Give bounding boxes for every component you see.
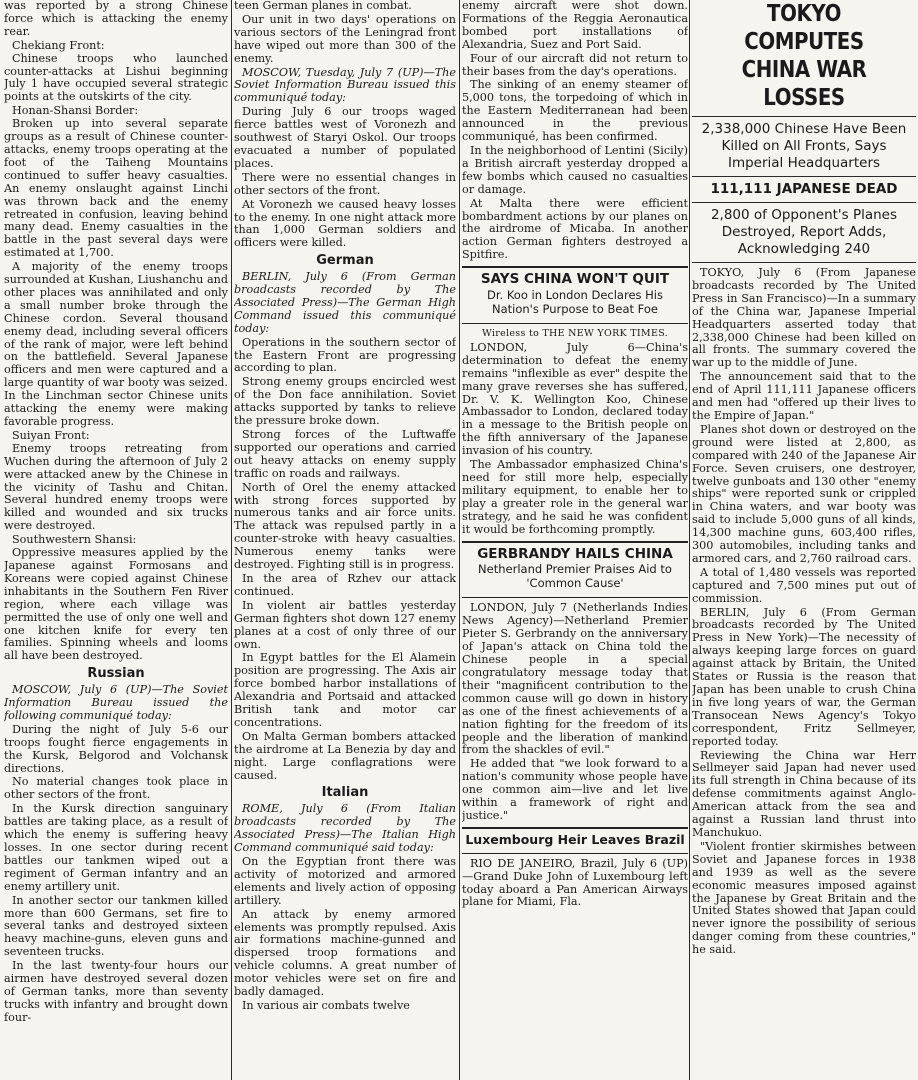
paragraph: was reported by a strong Chinese force which is attacking the enemy rear.: [4, 0, 228, 38]
story-box: [462, 266, 688, 324]
paragraph: In various air combats twelve: [242, 998, 410, 1012]
story-headline: GERBRANDY HAILS CHINA: [477, 545, 673, 562]
story-box: [462, 827, 688, 854]
paragraph: In violent air battles yesterday German fighters shot down 127 enemy planes at a cost of only three of our own.: [234, 598, 456, 651]
dateline: ROME, July 6 (From Italian broadcasts recorded by The Associated Press)—The Italian High Command communiqué said today:: [234, 802, 456, 855]
section-head-german: German: [316, 253, 374, 269]
paragraph: "Violent frontier skirmishes between Soviet and Japanese forces in 1938 and 1939 as well as the severe economic measures imposed against the Japanese by Great Britain and the United States showed that Japan could never ignore the possibility of serious danger coming from these countries," he said.: [692, 839, 916, 957]
paragraph: LONDON, July 6—China's determination to defeat the enemy remains "inflexible as ever" despite the many grave reverses she has suffered, Dr. V. K. Wellington Koo, Chinese Ambassador to London, declared today in a message to the British people on the fifth anniversary of the Japanese invasion of his country.: [462, 340, 688, 458]
paragraph: In the neighborhood of Lentini (Sicily) a British aircraft yesterday dropped a few bombs which caused no casualties or damage.: [462, 143, 688, 196]
paragraph: During July 6 our troops waged fierce battles west of Voronezh and southwest of Staryi Oskol. Our troops evacuated a number of populated places.: [234, 105, 456, 170]
story-box: [462, 541, 688, 599]
paragraph: In the last twenty-four hours our airmen have destroyed several dozen of German tanks, more than seventy trucks with infantry and brought down four-: [4, 959, 228, 1024]
column-4: [692, 0, 916, 1080]
paragraph: BERLIN, July 6 (From German broadcasts recorded by The United Press in New York)—The necessity of always keeping large forces on guard against attack by Britain, the United States or Russia is the reason that Japan has been unable to crush China in five long years of war, the German Transocean News Agency's Tokyo correspondent, Fritz Sellmeyer, reported today.: [692, 605, 916, 748]
paragraph: Enemy troops retreating from Wuchen during the afternoon of July 2 were attacked anew by the Chinese in the vicinity of Tashu and Chitan. Several hundred enemy troops were killed and wounded and six trucks were destroyed.: [4, 441, 228, 533]
paragraph: On Malta German bombers attacked the airdrome at La Benezia by day and night. Large conflagrations were caused.: [234, 729, 456, 782]
paragraph: Operations in the southern sector of the Eastern Front are progressing according to plan.: [234, 335, 456, 375]
paragraph: An attack by enemy armored elements was promptly repulsed. Axis air formations machine-gunned and dispersed troop formations and vehicle columns. A great number of motor vehicles were set on fire and badly damaged.: [234, 907, 456, 999]
dateline: BERLIN, July 6 (From German broadcasts recorded by The Associated Press)—The German High Command issued this communiqué today:: [234, 270, 456, 335]
column-2: [234, 0, 456, 1080]
paragraph: Our unit in two days' operations on various sectors of the Leningrad front have wiped out more than 300 of the enemy.: [234, 12, 456, 65]
paragraph: Strong forces of the Luftwaffe supported our operations and carried out heavy attacks on enemy supply traffic on roads and railways.: [234, 428, 456, 480]
paragraph: In the area of Rzhev our attack continued.: [234, 571, 456, 598]
paragraph: teen German planes in combat.: [234, 0, 412, 12]
column-rule: [231, 0, 232, 1080]
paragraph: Chinese troops who launched counter-attacks at Lishui beginning July 1 have occupied several strategic points at the outskirts of the city.: [4, 51, 228, 104]
paragraph: Four of our aircraft did not return to their bases from the day's operations.: [462, 51, 688, 78]
paragraph: Planes shot down or destroyed on the ground were listed at 2,800, as compared with 240 of the Japanese Air Force. Seven cruisers, one destroyer, twelve gunboats and 130 other "enemy ships" were reported sunk or crippled in China waters, and war booty was said to include 5,000 guns of all kinds, 14,300 machine guns, 603,400 rifles, 300 automobiles, including tanks and armored cars, and 2,760 railroad cars.: [692, 422, 916, 565]
section-head-russian: Russian: [87, 666, 145, 682]
column-rule: [689, 0, 690, 1080]
paragraph: Broken up into several separate groups as a result of Chinese counter-attacks, enemy troops operating at the foot of the Taiheng Mountains continued to suffer heavy casualties. An enemy onslaught against Linchi was thrown back and the enemy retreated in confusion, leaving behind many dead. Enemy casualties in the battle in the past several days were estimated at 1,700.: [4, 117, 228, 260]
paragraph: The Ambassador emphasized China's need for still more help, especially military equipment, to enable her to play a greater role in the general war strategy, and he said he was confident it would be forthcoming promptly.: [462, 458, 688, 536]
paragraph: North of Orel the enemy attacked with strong forces supported by numerous tanks and air force units. The attack was repulsed partly in a counter-stroke with heavy casualties. Numerous enemy tanks were destroyed. Fighting still is in progress.: [234, 480, 456, 572]
paragraph: LONDON, July 7 (Netherlands Indies News Agency)—Netherland Premier Pieter S. Gerbrandy on the anniversary of Japan's attack on China told the Chinese people in a special congratulatory message today that their "magnificent contribution to the common cause will go down in history as one of the finest achievements of a nation fighting for the freedom of its people and the liberation of mankind from the shackles of evil.": [462, 601, 688, 757]
paragraph: In another sector our tankmen killed more than 600 Germans, set fire to several tanks and destroyed sixteen heavy machine-guns, eleven guns and seventeen trucks.: [4, 893, 228, 959]
paragraph: No material changes took place in other sectors of the front.: [4, 775, 228, 802]
divider: [692, 176, 916, 177]
dateline: MOSCOW, July 6 (UP)—The Soviet Information Bureau issued the following communiqué today:: [4, 683, 228, 722]
paragraph: Reviewing the China war Herr Sellmeyer said Japan had never used its full strength in China because of its defense commitments against Anglo-American attack from the sea and against a Russian land thrust into Manchukuo.: [692, 748, 916, 839]
deck-line: 2,338,000 Chinese Have Been Killed on All Fronts, Says Imperial Headquarters: [701, 121, 907, 171]
paragraph: There were no essential changes in other sectors of the front.: [234, 170, 456, 197]
column-1: [4, 0, 228, 1080]
section-head-italian: Italian: [321, 785, 369, 801]
story-headline: Luxembourg Heir Leaves Brazil: [465, 831, 685, 847]
paragraph: At Malta there were efficient bombardment actions by our planes on the airdrome of Micaba. In another action German fighters destroyed a Spitfire.: [462, 196, 688, 262]
subhead-suiyan: Suiyan Front:: [12, 428, 90, 442]
paragraph: In the Kursk direction sanguinary battles are taking place, as a result of which the enemy is suffering heavy losses. In one sector during recent battles our tankmen wiped out a regiment of German infantry and an enemy artillery unit.: [4, 802, 228, 893]
story-deck: Dr. Koo in London Declares His Nation's Purpose to Beat Foe: [486, 288, 663, 317]
column-3: [462, 0, 688, 1080]
story-deck: Netherland Premier Praises Aid to 'Common Cause': [478, 562, 672, 591]
deck-line: 2,800 of Opponent's Planes Destroyed, Report Adds, Acknowledging 240: [710, 207, 898, 257]
paragraph: Strong enemy groups encircled west of the Don face annihilation. Soviet attacks supported by tanks to relieve the pressure broke down.: [234, 375, 456, 428]
paragraph: In Egypt battles for the El Alamein position are progressing. The Axis air force bombed harbor installations of Alexandria and Portsaid and attacked British tank and motor car concentrations.: [234, 651, 456, 729]
subhead-honan-shansi: Honan-Shansi Border:: [12, 104, 139, 118]
main-headline: TOKYO COMPUTES CHINA WAR LOSSES: [741, 1, 867, 111]
paragraph: Oppressive measures applied by the Japanese against Formosans and Koreans were copied against Chinese inhabitants in the Southern Fen River region, where each village was permitted the use of only one well and one kitchen knife for every ten families. Spinning wheels and looms all have been destroyed.: [4, 546, 228, 663]
story-headline: SAYS CHINA WON'T QUIT: [480, 271, 670, 288]
paragraph: A majority of the enemy troops surrounded at Kushan, Liushanchu and other places was annihilated and only a small number broke through the Chinese cordon. Several thousand enemy dead, including several officers of the rank of major, were left behind on the battlefield. Several Japanese officers and men were captured and a large quantity of war booty was seized. In the Linchman sector Chinese units attacking the enemy were making favorable progress.: [4, 260, 228, 428]
wire-credit: Wireless to THE NEW YORK TIMES.: [482, 328, 668, 340]
column-rule: [459, 0, 460, 1080]
divider: [692, 202, 916, 203]
subhead-southwestern-shansi: Southwestern Shansi:: [12, 533, 137, 547]
paragraph: The announcement said that to the end of April 111,111 Japanese officers and men had "offered up their lives to the Empire of Japan.": [692, 370, 916, 422]
paragraph: During the night of July 5-6 our troops fought fierce engagements in the Kursk, Belgorod and Volchansk directions.: [4, 722, 228, 775]
divider: [692, 116, 916, 117]
dateline: MOSCOW, Tuesday, July 7 (UP)—The Soviet Information Bureau issued this communiqué today:: [234, 65, 456, 105]
divider: [692, 262, 916, 263]
subhead-chekiang: Chekiang Front:: [12, 38, 105, 52]
paragraph: A total of 1,480 vessels was reported captured and 7,500 mines put out of commission.: [692, 565, 916, 605]
paragraph: On the Egyptian front there was activity of motorized and armored elements and lively action of opposing artillery.: [234, 855, 456, 907]
paragraph: RIO DE JANEIRO, Brazil, July 6 (UP)—Grand Duke John of Luxembourg left today aboard a Pan American Airways plane for Miami, Fla.: [462, 856, 688, 909]
paragraph: enemy aircraft were shot down. Formations of the Reggia Aeronautica bombed port installations of Alexandria, Suez and Port Said.: [462, 0, 688, 51]
paragraph: The sinking of an enemy steamer of 5,000 tons, the torpedoing of which in the Eastern Mediterranean had been announced in the previous communiqué, has been confirmed.: [462, 78, 688, 144]
deck-line: 111,111 JAPANESE DEAD: [710, 181, 898, 197]
paragraph: TOKYO, July 6 (From Japanese broadcasts recorded by The United Press in San Francisco)—In a summary of the China war, Japanese Imperial Headquarters asserted today that 2,338,000 Chinese had been killed on all fronts. The summary covered the war up to the middle of June.: [692, 266, 916, 370]
paragraph: At Voronezh we caused heavy losses to the enemy. In one night attack more than 1,000 German soldiers and officers were killed.: [234, 197, 456, 250]
paragraph: He added that "we look forward to a nation's community whose people have one common aim—live and let live within a framework of right and justice.": [462, 757, 688, 822]
